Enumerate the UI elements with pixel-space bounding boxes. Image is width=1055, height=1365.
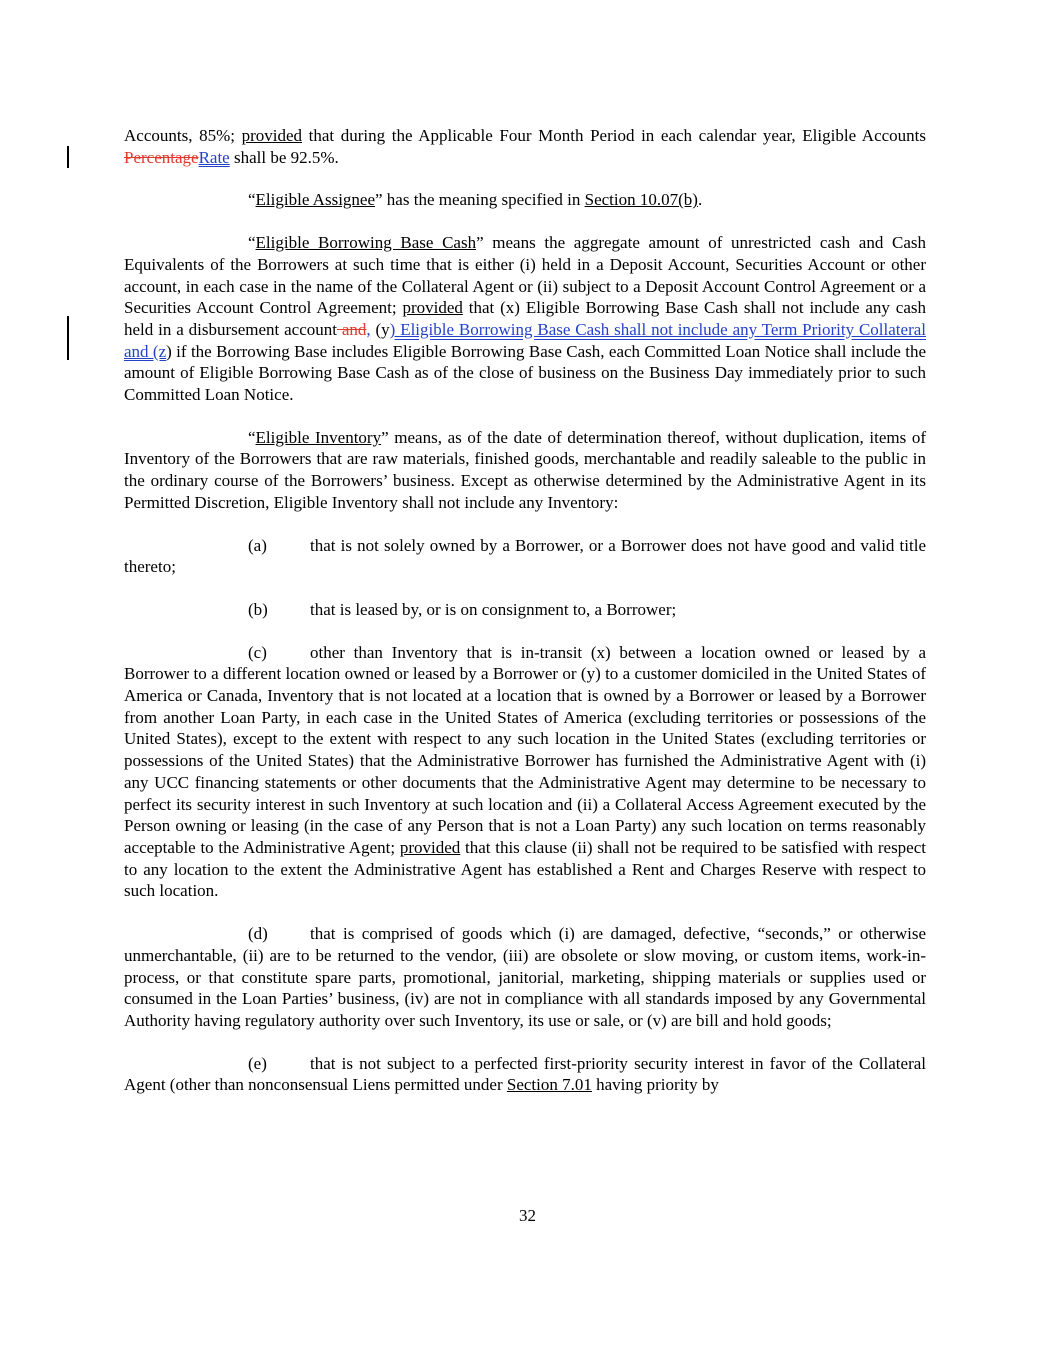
- defined-term: Eligible Inventory: [255, 427, 382, 447]
- document-page: [124, 125, 926, 1096]
- provided-term: provided: [241, 126, 303, 145]
- item-label: (b): [248, 599, 268, 619]
- list-item-d: (d) that is comprised of goods which (i) are damaged, defective, “seconds,” or otherwise unmerchantable, (ii) are to be returned to the vendor, (iii) are obsolete or slow moving, or custom items, work-in-process, or that constitute spare parts, promotional, janitorial, marketing, shipping materials or supplies used or consumed in the Loan Parties’ business, (iv) are not in compliance with all standards imposed by any Governmental Authority having regulatory authority over such Inventory, its use or sale, or (v) are bill and hold goods;: [124, 924, 926, 1030]
- eligible-assignee-definition: “Eligible Assignee” has the meaning specified in Section 10.07(b).: [248, 190, 703, 210]
- item-label: (d): [248, 924, 268, 944]
- eligible-accounts-rate-paragraph: Accounts, 85%; provided that during the Applicable Four Month Period in each calendar year, Eligible Accounts PercentageRate shall be 92.5%.: [124, 126, 926, 167]
- page-number: 32: [519, 1206, 536, 1225]
- section-reference: Section 10.07(b): [584, 190, 698, 210]
- defined-term: Eligible Assignee: [255, 190, 376, 210]
- defined-term: Eligible Borrowing Base Cash: [255, 233, 477, 253]
- list-item-b: (b) that is leased by, or is on consignment to, a Borrower;: [248, 599, 677, 619]
- list-item-a: (a) that is not solely owned by a Borrower, or a Borrower does not have good and valid title thereto;: [124, 535, 926, 577]
- change-bar-2: [67, 316, 69, 360]
- list-item-e: (e) that is not subject to a perfected first-priority security interest in favor of the Collateral Agent (other than nonconsensual Liens permitted under Section 7.01 having priority by: [124, 1053, 926, 1095]
- eligible-borrowing-base-cash-definition: “Eligible Borrowing Base Cash” means the aggregate amount of unrestricted cash and Cash Equivalents of the Borrowers at such time that is either (i) held in a Deposit Account, Securities Account or other account, in each case in the name of the Collateral Agent or (ii) subject to a Deposit Account Control Agreement or a Securities Account Control Agreement; provided that (x) Eligible Borrowing Base Cash shall not include any cash held in a disbursement account and, (y) Eligible Borrowing Base Cash shall not include any Term Priority Collateral and (z) if the Borrowing Base includes Eligible Borrowing Base Cash, each Committed Loan Notice shall include the amount of Eligible Borrowing Base Cash as of the close of business on the Business Day immediately prior to such Committed Loan Notice.: [124, 233, 927, 405]
- inserted-text: Rate: [198, 147, 230, 167]
- item-label: (e): [248, 1053, 267, 1073]
- inserted-text: ,: [366, 319, 371, 339]
- section-reference: Section 7.01: [506, 1075, 592, 1095]
- provided-term: provided: [402, 298, 463, 318]
- deleted-text: Percentage: [124, 147, 199, 167]
- item-label: (c): [248, 642, 267, 662]
- provided-term: provided: [399, 837, 461, 857]
- inserted-text: ) Eligible Borrowing Base Cash shall not include any Term Priority Collateral and (z: [124, 319, 926, 361]
- change-bar-1: [67, 146, 69, 168]
- item-label: (a): [248, 535, 267, 555]
- deleted-text: and: [336, 319, 367, 339]
- eligible-inventory-definition: “Eligible Inventory” means, as of the date of determination thereof, without duplication, items of Inventory of the Borrowers that are raw materials, finished goods, merchantable and readily saleable to the public in the ordinary course of the Borrowers’ business. Except as otherwise determined by the Administrative Agent in its Permitted Discretion, Eligible Inventory shall not include any Inventory:: [124, 427, 927, 512]
- list-item-c: (c) other than Inventory that is in-transit (x) between a location owned or leased by a Borrower to a different location owned or leased by a Borrower or (y) to a customer domiciled in the United States of America or Canada, Inventory that is not located at a location that is owned by a Borrower or leased by a Borrower from another Loan Party, in each case in the United States of America (excluding territories or possessions of the United States), except to the extent with respect to any such location in the United States (excluding territories or possessions of the United States) that the Administrative Borrower has furnished the Administrative Agent with (i) any UCC financing statements or other documents that the Administrative Agent may determine to be necessary to perfect its security interest in such Inventory at such location and (ii) a Collateral Access Agreement executed by the Person owning or leasing (in the case of any Person that is not a Loan Party) any such location on terms reasonably acceptable to the Administrative Agent; provided that this clause (ii) shall not be required to be satisfied with respect to any location to the extent the Administrative Agent has established a Rent and Charges Reserve with respect to such location.: [124, 642, 927, 901]
